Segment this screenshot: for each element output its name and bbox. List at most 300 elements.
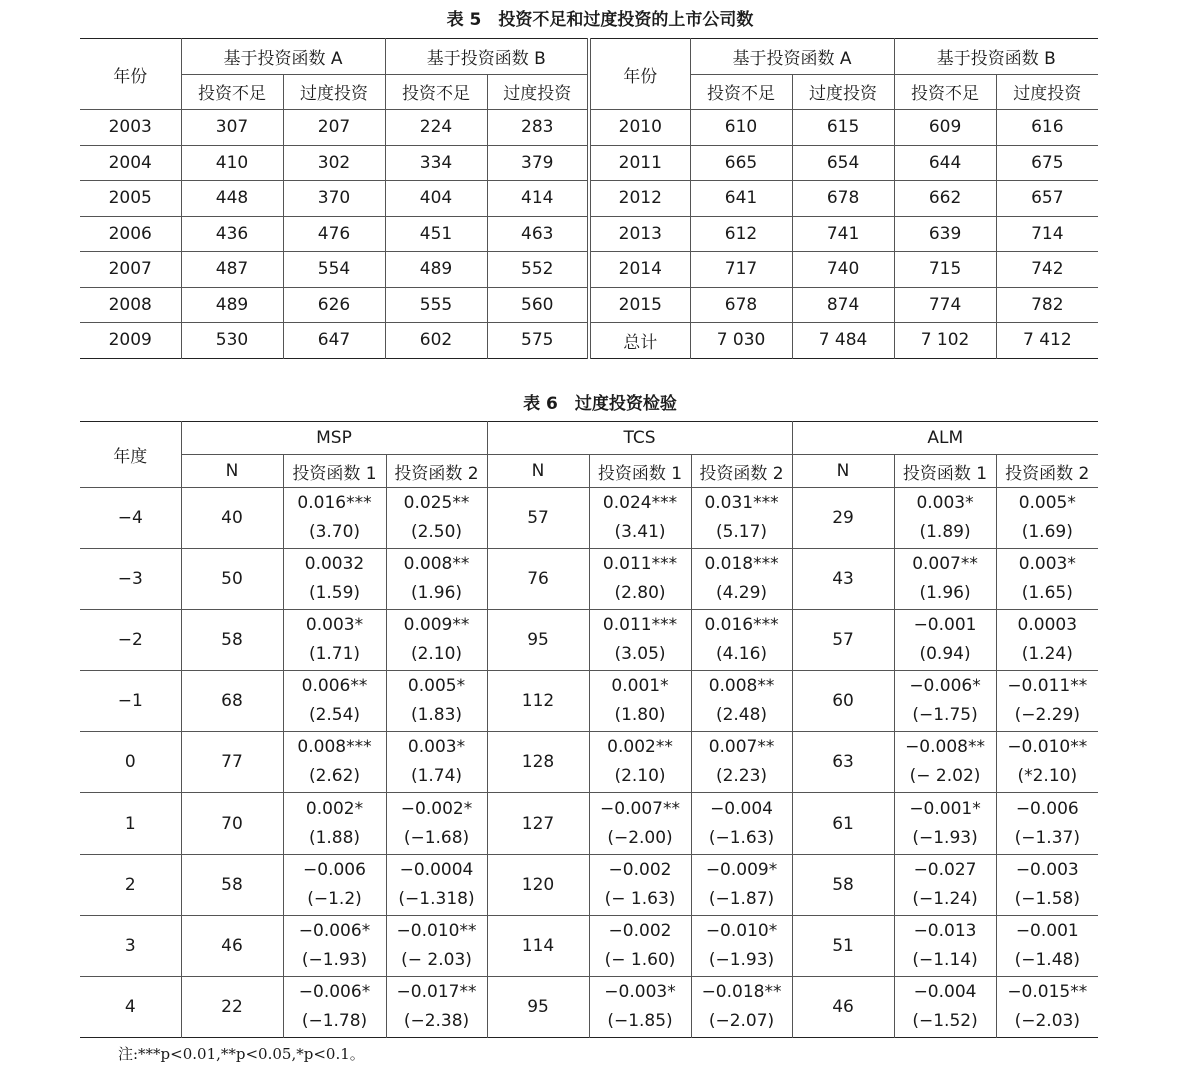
t-statistic: (1.74)	[410, 766, 463, 787]
coef-cell	[283, 793, 386, 854]
count-cell: 714	[996, 216, 1098, 252]
coefficient: −0.006	[1015, 798, 1079, 819]
coef-cell	[894, 854, 996, 915]
coefficient: −0.011**	[1007, 676, 1088, 697]
func1-header: 投资函数 1	[283, 455, 386, 488]
count-cell: 647	[283, 323, 385, 359]
n-cell: 57	[792, 610, 894, 671]
n-cell: 63	[792, 732, 894, 793]
count-cell: 555	[385, 287, 487, 323]
t-statistic: (1.59)	[308, 583, 361, 604]
count-cell: 451	[385, 216, 487, 252]
coef-cell	[691, 549, 792, 610]
coefficient: −0.013	[913, 920, 977, 941]
table-row	[80, 110, 1098, 146]
coefficient: −0.001	[913, 615, 977, 636]
t-statistic: (3.05)	[614, 644, 666, 665]
year-cell: 2006	[80, 216, 181, 252]
coef-cell	[894, 976, 996, 1037]
coefficient: −0.006*	[298, 981, 371, 1002]
coef-cell	[894, 793, 996, 854]
n-cell: 77	[181, 732, 283, 793]
coef-cell	[589, 854, 691, 915]
n-header: N	[792, 455, 894, 488]
t-statistic: (5.17)	[715, 522, 768, 543]
coef-cell	[894, 549, 996, 610]
coefficient: −0.002*	[400, 798, 473, 819]
t-statistic: (−1.85)	[607, 1010, 673, 1031]
table5-companies-count	[80, 38, 1098, 359]
t-statistic: (−1.14)	[912, 949, 978, 970]
t-statistic: (3.70)	[308, 522, 361, 543]
count-cell: 740	[792, 252, 894, 288]
coef-cell	[996, 854, 1098, 915]
t-statistic: (2.54)	[308, 705, 361, 726]
table-row	[80, 549, 1098, 610]
year-cell: 2011	[589, 145, 690, 181]
t-statistic: (−1.78)	[301, 1010, 368, 1031]
count-cell: 678	[690, 287, 792, 323]
n-header: N	[181, 455, 283, 488]
coef-cell	[589, 549, 691, 610]
coef-cell	[996, 671, 1098, 732]
t-statistic: (4.16)	[715, 644, 768, 665]
t-statistic: (−1.52)	[912, 1010, 978, 1031]
n-cell: 60	[792, 671, 894, 732]
table6-overinvestment-test	[80, 421, 1098, 1038]
count-cell: 609	[894, 110, 996, 146]
coef-cell	[283, 549, 386, 610]
n-cell: 46	[792, 976, 894, 1037]
count-cell: 283	[487, 110, 589, 146]
func-b-header: 基于投资函数 B	[894, 39, 1098, 75]
coef-cell	[386, 854, 487, 915]
coef-cell	[589, 488, 691, 549]
coefficient: 0.009**	[403, 615, 470, 636]
count-cell: 610	[690, 110, 792, 146]
coefficient: −0.006*	[909, 676, 981, 697]
t-statistic: (2.80)	[614, 583, 666, 604]
coef-cell	[589, 610, 691, 671]
t-statistic: (−1.24)	[912, 888, 978, 909]
t-statistic: (2.10)	[614, 766, 666, 787]
t-statistic: (−1.318)	[398, 888, 475, 909]
n-cell: 58	[181, 610, 283, 671]
table-row	[80, 793, 1098, 854]
coefficient: 0.0032	[304, 554, 365, 575]
n-cell: 95	[487, 976, 589, 1037]
count-cell: 665	[690, 145, 792, 181]
coefficient: −0.003	[1015, 859, 1079, 880]
table-row	[80, 671, 1098, 732]
table-row	[80, 181, 1098, 217]
t-statistic: (2.62)	[308, 766, 361, 787]
n-cell: 76	[487, 549, 589, 610]
t-statistic: (2.50)	[410, 522, 463, 543]
count-cell: 7 412	[1022, 330, 1072, 351]
count-cell: 641	[690, 181, 792, 217]
coefficient: −0.003*	[604, 981, 676, 1002]
coefficient: 0.003*	[916, 493, 974, 514]
func-b-header: 基于投资函数 B	[385, 39, 589, 75]
t-statistic: (−1.58)	[1014, 888, 1080, 909]
coefficient: 0.011***	[602, 554, 678, 575]
n-cell: 50	[181, 549, 283, 610]
group-header-alm: ALM	[792, 422, 1098, 455]
coef-cell	[996, 549, 1098, 610]
t-statistic: (1.96)	[919, 583, 971, 604]
count-cell: 379	[487, 145, 589, 181]
t-statistic: (−2.00)	[607, 827, 673, 848]
count-cell: 404	[385, 181, 487, 217]
under-header: 投资不足	[181, 74, 283, 110]
count-cell: 662	[894, 181, 996, 217]
t-statistic: (1.65)	[1021, 583, 1073, 604]
coefficient: −0.006	[303, 859, 366, 880]
coef-cell	[691, 793, 792, 854]
table-row	[80, 976, 1098, 1037]
count-cell: 436	[181, 216, 283, 252]
t-statistic: (−1.2)	[307, 888, 362, 909]
count-cell: 207	[283, 110, 385, 146]
table-row	[80, 488, 1098, 549]
coefficient: 0.025**	[403, 493, 470, 514]
year-cell: 2008	[80, 287, 181, 323]
coefficient: −0.002	[608, 920, 672, 941]
t-statistic: (− 1.60)	[604, 949, 676, 970]
t-statistic: (− 1.63)	[604, 888, 676, 909]
coef-cell	[386, 671, 487, 732]
t-statistic: (−1.87)	[708, 888, 775, 909]
table-row	[80, 610, 1098, 671]
year-cell: 2004	[80, 145, 181, 181]
year-cell: 2	[80, 854, 181, 915]
year-cell: 2015	[589, 287, 690, 323]
coefficient: −0.010**	[1007, 737, 1088, 758]
func2-header: 投资函数 2	[996, 455, 1098, 488]
under-header: 投资不足	[385, 74, 487, 110]
t-statistic: (1.71)	[308, 644, 361, 665]
count-cell: 489	[385, 252, 487, 288]
coefficient: −0.015**	[1007, 981, 1088, 1002]
coef-cell	[386, 488, 487, 549]
coefficient: 0.0003	[1017, 615, 1078, 636]
n-cell: 112	[487, 671, 589, 732]
count-cell: 370	[283, 181, 385, 217]
under-header: 投资不足	[894, 74, 996, 110]
table-row	[80, 287, 1098, 323]
coef-cell	[283, 915, 386, 976]
coef-cell	[589, 793, 691, 854]
coef-cell	[691, 671, 792, 732]
t-statistic: (2.23)	[715, 766, 768, 787]
count-cell: 575	[487, 323, 589, 359]
coefficient: 0.018***	[704, 554, 779, 575]
coefficient: −0.002	[608, 859, 672, 880]
coefficient: −0.007**	[600, 798, 680, 819]
t-statistic: (1.89)	[919, 522, 971, 543]
n-cell: 127	[487, 793, 589, 854]
coef-cell	[691, 488, 792, 549]
coef-cell	[691, 976, 792, 1037]
coefficient: 0.016***	[297, 493, 372, 514]
coef-cell	[691, 854, 792, 915]
count-cell: 657	[996, 181, 1098, 217]
coef-cell	[996, 610, 1098, 671]
year-cell: −4	[80, 488, 181, 549]
coef-cell	[894, 488, 996, 549]
count-cell: 774	[894, 287, 996, 323]
year-cell: −2	[80, 610, 181, 671]
year-cell: −3	[80, 549, 181, 610]
table-row	[80, 915, 1098, 976]
over-header: 过度投资	[996, 74, 1098, 110]
func1-header: 投资函数 1	[589, 455, 691, 488]
t-statistic: (*2.10)	[1017, 766, 1078, 787]
coef-cell	[894, 671, 996, 732]
count-cell: 302	[283, 145, 385, 181]
n-cell: 128	[487, 732, 589, 793]
year-cell: 总计	[589, 323, 690, 359]
count-cell: 7 484	[792, 323, 894, 359]
coef-cell	[283, 976, 386, 1037]
count-cell: 448	[181, 181, 283, 217]
coefficient: 0.008***	[297, 737, 372, 758]
coefficient: 0.002**	[607, 737, 673, 758]
count-cell: 560	[487, 287, 589, 323]
coef-cell	[589, 915, 691, 976]
t-statistic: (− 2.02)	[909, 766, 981, 787]
t-statistic: (1.96)	[410, 583, 463, 604]
coefficient: 0.003*	[1018, 554, 1076, 575]
t-statistic: (0.94)	[919, 644, 971, 665]
coefficient: 0.008**	[403, 554, 470, 575]
count-cell: 874	[792, 287, 894, 323]
func-a-header: 基于投资函数 A	[181, 39, 385, 75]
coefficient: 0.007**	[912, 554, 978, 575]
t-statistic: (1.80)	[614, 705, 666, 726]
coef-cell	[283, 671, 386, 732]
coefficient: −0.010*	[705, 920, 778, 941]
coef-cell	[691, 915, 792, 976]
func2-header: 投资函数 2	[691, 455, 792, 488]
coefficient: −0.0004	[399, 859, 474, 880]
coef-cell	[283, 610, 386, 671]
count-cell: 7 102	[894, 323, 996, 359]
coef-cell	[691, 610, 792, 671]
year-cell: 2014	[589, 252, 690, 288]
t-statistic: (− 2.03)	[401, 949, 472, 970]
count-cell: 626	[283, 287, 385, 323]
n-cell: 22	[181, 976, 283, 1037]
year-cell: 0	[80, 732, 181, 793]
coefficient: 0.005*	[407, 676, 466, 697]
coef-cell	[996, 488, 1098, 549]
year-cell: 1	[80, 793, 181, 854]
t-statistic: (−1.93)	[708, 949, 775, 970]
t-statistic: (1.83)	[410, 705, 463, 726]
n-cell: 114	[487, 915, 589, 976]
coef-cell	[996, 915, 1098, 976]
n-cell: 70	[181, 793, 283, 854]
coefficient: −0.008**	[905, 737, 985, 758]
coefficient: 0.003*	[407, 737, 466, 758]
count-cell: 530	[181, 323, 283, 359]
coef-cell	[589, 976, 691, 1037]
coef-cell	[691, 732, 792, 793]
n-cell: 46	[181, 915, 283, 976]
coef-cell	[283, 488, 386, 549]
coef-cell	[386, 610, 487, 671]
coef-cell	[386, 915, 487, 976]
table-row	[80, 323, 1098, 359]
coefficient: −0.018**	[701, 981, 782, 1002]
count-cell: 334	[385, 145, 487, 181]
n-cell: 51	[792, 915, 894, 976]
t-statistic: (−1.48)	[1014, 949, 1080, 970]
t-statistic: (−2.07)	[708, 1010, 775, 1031]
table-row	[80, 145, 1098, 181]
n-cell: 57	[487, 488, 589, 549]
t-statistic: (−1.63)	[708, 827, 775, 848]
coefficient: 0.002*	[305, 798, 364, 819]
over-header: 过度投资	[792, 74, 894, 110]
count-cell: 476	[283, 216, 385, 252]
n-cell: 40	[181, 488, 283, 549]
t-statistic: (−1.93)	[912, 827, 978, 848]
count-cell: 639	[894, 216, 996, 252]
coef-cell	[386, 732, 487, 793]
n-cell: 68	[181, 671, 283, 732]
year-cell: 3	[80, 915, 181, 976]
count-cell: 644	[894, 145, 996, 181]
t-statistic: (−2.38)	[403, 1010, 470, 1031]
coefficient: 0.006**	[301, 676, 368, 697]
coefficient: −0.010**	[396, 920, 477, 941]
year-cell: 2007	[80, 252, 181, 288]
table-row	[80, 854, 1098, 915]
coef-cell	[996, 793, 1098, 854]
coefficient: −0.009*	[705, 859, 778, 880]
table5-caption: 表 5 投资不足和过度投资的上市公司数	[446, 10, 754, 30]
count-cell: 612	[690, 216, 792, 252]
year-header: 年度	[80, 422, 181, 488]
t-statistic: (−2.03)	[1014, 1010, 1080, 1031]
count-cell: 414	[487, 181, 589, 217]
count-cell: 463	[487, 216, 589, 252]
coefficient: 0.007**	[708, 737, 775, 758]
n-cell: 95	[487, 610, 589, 671]
t-statistic: (4.29)	[715, 583, 768, 604]
coef-cell	[283, 854, 386, 915]
t-statistic: (2.48)	[715, 705, 768, 726]
coef-cell	[894, 732, 996, 793]
t-statistic: (−1.37)	[1014, 827, 1080, 848]
coef-cell	[386, 976, 487, 1037]
coefficient: 0.024***	[602, 493, 678, 514]
coefficient: 0.003*	[305, 615, 364, 636]
year-cell: −1	[80, 671, 181, 732]
coef-cell	[894, 610, 996, 671]
count-cell: 489	[181, 287, 283, 323]
n-cell: 43	[792, 549, 894, 610]
coefficient: −0.001*	[909, 798, 981, 819]
func2-header: 投资函数 2	[386, 455, 487, 488]
count-cell: 602	[385, 323, 487, 359]
t-statistic: (1.69)	[1021, 522, 1073, 543]
t-statistic: (−2.29)	[1014, 705, 1080, 726]
coefficient: −0.017**	[396, 981, 477, 1002]
coef-cell	[589, 732, 691, 793]
count-cell: 678	[792, 181, 894, 217]
n-cell: 120	[487, 854, 589, 915]
over-header: 过度投资	[487, 74, 589, 110]
n-cell: 61	[792, 793, 894, 854]
count-cell: 487	[181, 252, 283, 288]
t-statistic: (−1.93)	[301, 949, 368, 970]
coefficient: −0.027	[913, 859, 977, 880]
count-cell: 715	[894, 252, 996, 288]
count-cell: 741	[792, 216, 894, 252]
footnote: 注:***p<0.01,**p<0.05,*p<0.1。	[118, 1045, 365, 1063]
n-cell: 58	[792, 854, 894, 915]
coef-cell	[589, 671, 691, 732]
t-statistic: (−1.75)	[912, 705, 978, 726]
table-row	[80, 732, 1098, 793]
count-cell: 782	[996, 287, 1098, 323]
count-cell: 654	[792, 145, 894, 181]
count-cell: 616	[996, 110, 1098, 146]
t-statistic: (2.10)	[410, 644, 463, 665]
t-statistic: (1.88)	[308, 827, 361, 848]
year-cell: 2005	[80, 181, 181, 217]
count-cell: 224	[385, 110, 487, 146]
coef-cell	[386, 793, 487, 854]
year-cell: 4	[80, 976, 181, 1037]
coefficient: 0.011***	[602, 615, 678, 636]
count-cell: 717	[690, 252, 792, 288]
over-header: 过度投资	[283, 74, 385, 110]
coefficient: 0.008**	[708, 676, 775, 697]
t-statistic: (1.24)	[1021, 644, 1073, 665]
year-cell: 2009	[80, 323, 181, 359]
coef-cell	[996, 732, 1098, 793]
coef-cell	[386, 549, 487, 610]
count-cell: 307	[181, 110, 283, 146]
func-a-header: 基于投资函数 A	[690, 39, 894, 75]
func1-header: 投资函数 1	[894, 455, 996, 488]
coefficient: 0.001*	[611, 676, 669, 697]
count-cell: 554	[283, 252, 385, 288]
coef-cell	[996, 976, 1098, 1037]
year-header: 年份	[80, 39, 181, 110]
coefficient: −0.006*	[298, 920, 371, 941]
coefficient: −0.001	[1015, 920, 1079, 941]
year-cell: 2010	[589, 110, 690, 146]
coefficient: −0.004	[710, 798, 773, 819]
count-cell: 742	[996, 252, 1098, 288]
group-header-tcs: TCS	[487, 422, 792, 455]
count-cell: 615	[792, 110, 894, 146]
count-cell: 675	[996, 145, 1098, 181]
table6-caption: 表 6 过度投资检验	[523, 394, 677, 414]
coefficient: 0.005*	[1018, 493, 1076, 514]
table-row	[80, 252, 1098, 288]
year-header: 年份	[589, 39, 690, 110]
count-cell: 410	[181, 145, 283, 181]
year-cell: 2003	[80, 110, 181, 146]
coefficient: 0.016***	[704, 615, 779, 636]
